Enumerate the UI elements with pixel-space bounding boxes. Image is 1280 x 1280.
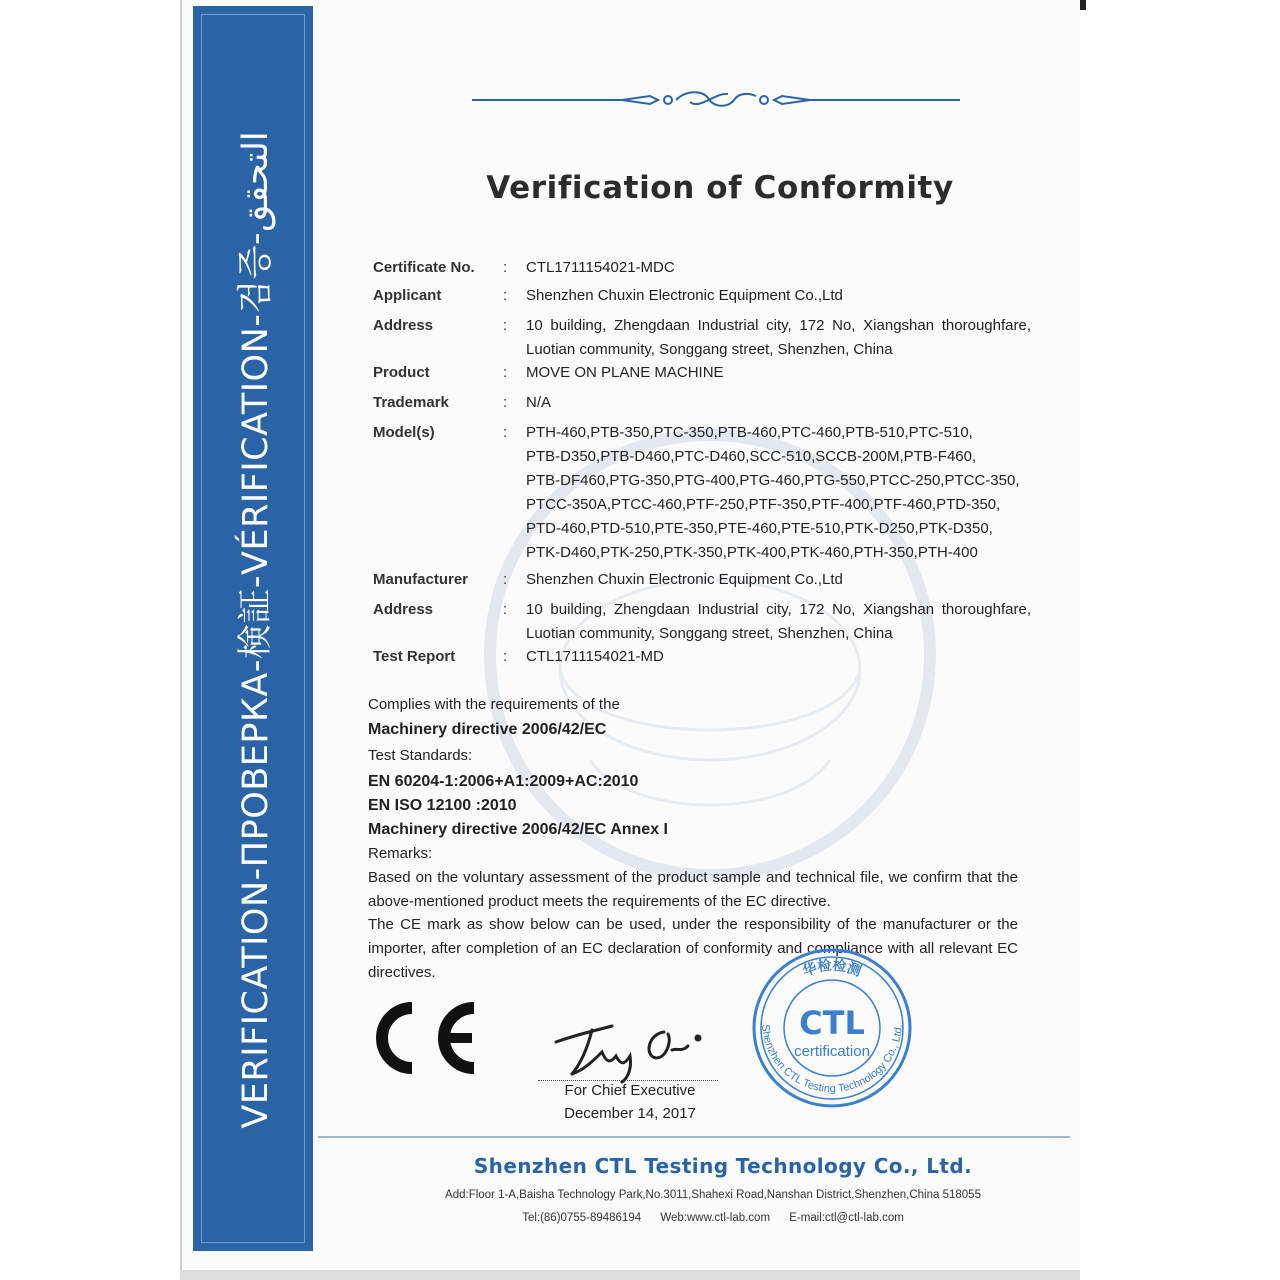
remarks-line: importer, after completion of an EC declaration of conformity and compliance with all relevant EC xyxy=(368,940,1018,957)
remarks-line: above-mentioned product meets the requirements of the EC directive. xyxy=(368,893,831,910)
address-line: 10 building, Zhengdaan Industrial city, 172 No, Xiangshan thoroughfare, xyxy=(526,601,1031,618)
field-colon: : xyxy=(503,287,508,304)
remarks-line: Based on the voluntary assessment of the product sample and technical file, we confirm that the xyxy=(368,869,1018,886)
scan-margin xyxy=(1080,0,1280,1280)
applicant-name: Shenzhen Chuxin Electronic Equipment Co.,Ltd xyxy=(526,287,843,304)
test-standard: EN ISO 12100 :2010 xyxy=(368,797,517,814)
field-label: Test Report xyxy=(373,648,456,665)
model-line: PTH-460,PTB-350,PTC-350,PTB-460,PTC-460,PTB-510,PTC-510, xyxy=(526,424,973,441)
field-colon: : xyxy=(503,394,508,411)
manufacturer-address xyxy=(526,598,1031,646)
field-label: Trademark xyxy=(373,394,449,411)
issuer-website: Web:www.ctl-lab.com xyxy=(660,1212,771,1224)
signatory-role: For Chief Executive xyxy=(564,1082,696,1099)
signature-date: December 14, 2017 xyxy=(564,1105,696,1122)
stamp-top-text: 华检检测 xyxy=(800,957,864,980)
issuer-email: E-mail:ctl@ctl-lab.com xyxy=(789,1212,904,1224)
stamp-sub-text: certification xyxy=(794,1043,870,1060)
field-label: Product xyxy=(373,364,430,381)
issuer-contacts xyxy=(318,1212,1108,1224)
remarks-line: The CE mark as show below can be used, under the responsibility of the manufacturer or the xyxy=(368,916,1018,933)
manufacturer-name: Shenzhen Chuxin Electronic Equipment Co.,Ltd xyxy=(526,571,843,588)
test-standards-label: Test Standards: xyxy=(368,747,473,764)
field-label: Model(s) xyxy=(373,424,435,441)
field-colon: : xyxy=(503,317,508,334)
field-colon: : xyxy=(503,364,508,381)
stamp-ring-text: Shenzhen CTL Testing Technology Co., Ltd. xyxy=(758,1023,905,1096)
field-colon: : xyxy=(503,259,508,276)
model-list xyxy=(526,421,1031,565)
field-colon: : xyxy=(503,648,508,665)
model-line: PTK-D460,PTK-250,PTK-350,PTK-400,PTK-460,PTH-350,PTH-400 xyxy=(526,544,978,561)
test-standard: EN 60204-1:2006+A1:2009+AC:2010 xyxy=(368,773,639,790)
product-name: MOVE ON PLANE MACHINE xyxy=(526,364,724,381)
test-standard: Machinery directive 2006/42/EC Annex I xyxy=(368,821,668,838)
field-colon: : xyxy=(503,424,508,441)
field-label: Applicant xyxy=(373,287,442,304)
stamp-center-text: CTL xyxy=(799,1004,865,1042)
model-line: PTCC-350A,PTCC-460,PTF-250,PTF-350,PTF-400,PTF-460,PTD-350, xyxy=(526,496,1001,513)
address-line: 10 building, Zhengdaan Industrial city, 172 No, Xiangshan thoroughfare, xyxy=(526,317,1031,334)
signature-image xyxy=(548,1012,718,1084)
issuer-address: Add:Floor 1-A,Baisha Technology Park,No.3011,Shahexi Road,Nanshan District,Shenzhen,China 518055 xyxy=(445,1189,981,1201)
title-ornament xyxy=(472,88,960,112)
directive-name: Machinery directive 2006/42/EC xyxy=(368,721,607,738)
field-label: Address xyxy=(373,601,434,618)
ce-mark-icon xyxy=(362,996,482,1080)
certificate-number: CTL1711154021-MDC xyxy=(526,259,675,276)
applicant-address xyxy=(526,314,1031,362)
field-colon: : xyxy=(503,601,508,618)
scan-bottom-edge xyxy=(180,1270,1080,1280)
test-report-number: CTL1711154021-MD xyxy=(526,648,664,665)
field-label: Certificate No. xyxy=(373,259,475,276)
model-line: PTB-D350,PTB-D460,PTC-D460,SCC-510,SCCB-200M,PTB-F460, xyxy=(526,448,977,465)
ctl-certification-stamp xyxy=(744,948,920,1112)
issuer-telephone: Tel:(86)0755-89486194 xyxy=(522,1212,642,1224)
field-label: Manufacturer xyxy=(373,571,469,588)
footer-divider xyxy=(318,1136,1070,1138)
scan-edge-mark xyxy=(1080,0,1086,10)
field-colon: : xyxy=(503,571,508,588)
remarks-line: directives. xyxy=(368,964,436,981)
trademark-value: N/A xyxy=(526,394,552,411)
address-line: Luotian community, Songgang street, Shenzhen, China xyxy=(526,625,893,642)
side-band-text: VERIFICATION-ПРОВЕРКА-検証-VÉRIFICATION-검증-التحقق xyxy=(236,131,276,1129)
remarks-paragraph-2 xyxy=(368,913,1018,985)
verification-side-band xyxy=(193,6,313,1251)
issuer-company-name: Shenzhen CTL Testing Technology Co., Ltd. xyxy=(473,1154,973,1178)
model-line: PTD-460,PTD-510,PTE-350,PTE-460,PTE-510,PTK-D250,PTK-D350, xyxy=(526,520,993,537)
certificate-title: Verification of Conformity xyxy=(486,170,954,206)
field-label: Address xyxy=(373,317,434,334)
remarks-paragraph-1 xyxy=(368,866,1018,914)
remarks-label: Remarks: xyxy=(368,845,433,862)
address-line: Luotian community, Songgang street, Shenzhen, China xyxy=(526,341,893,358)
model-line: PTB-DF460,PTG-350,PTG-400,PTG-460,PTG-550,PTCC-250,PTCC-350, xyxy=(526,472,1020,489)
compliance-intro: Complies with the requirements of the xyxy=(368,696,620,713)
